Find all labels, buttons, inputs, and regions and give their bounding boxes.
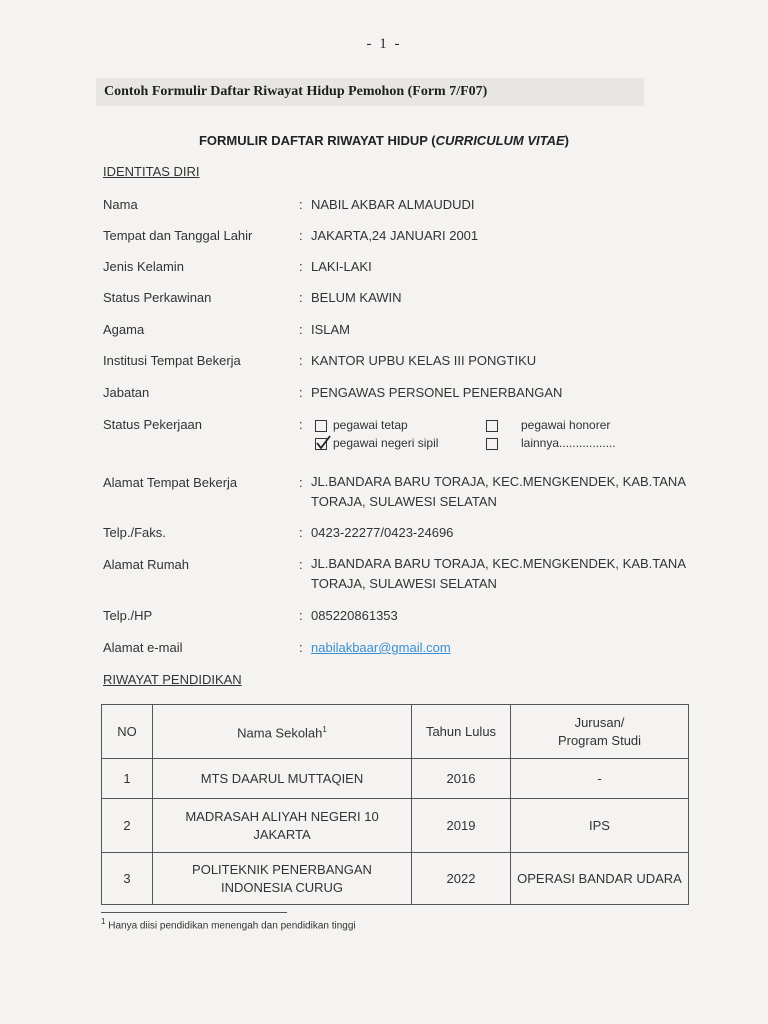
value-jabatan: PENGAWAS PERSONEL PENERBANGAN <box>311 385 563 400</box>
label-jenis-kelamin: Jenis Kelamin <box>103 259 184 274</box>
checkbox-lainnya[interactable] <box>486 438 498 450</box>
colon: : <box>299 640 303 655</box>
option-lainnya: lainnya................. <box>521 436 616 450</box>
colon: : <box>299 475 303 490</box>
value-tempat-tanggal-lahir: JAKARTA,24 JANUARI 2001 <box>311 228 479 243</box>
cell-year: 2016 <box>412 759 511 799</box>
label-tempat-tanggal-lahir: Tempat dan Tanggal Lahir <box>103 228 253 243</box>
cell-school-line2: INDONESIA CURUG <box>220 879 344 895</box>
header-school-label: Nama Sekolah <box>237 725 323 741</box>
title-main: FORMULIR DAFTAR RIWAYAT HIDUP ( <box>198 133 436 148</box>
cell-no: 3 <box>102 853 153 905</box>
footnote-marker: 1 <box>101 917 106 926</box>
cell-school-line2: JAKARTA <box>253 826 311 842</box>
title-close: ) <box>564 133 570 148</box>
value-institusi: KANTOR UPBU KELAS III PONGTIKU <box>311 353 537 368</box>
form-banner <box>96 78 644 106</box>
colon: : <box>299 608 303 623</box>
table-header-row <box>102 705 689 759</box>
section-identitas-diri: IDENTITAS DIRI <box>103 164 200 179</box>
table-row <box>102 853 689 905</box>
colon: : <box>299 557 303 572</box>
label-alamat-rumah: Alamat Rumah <box>103 557 189 572</box>
label-alamat-tempat-bekerja: Alamat Tempat Bekerja <box>103 475 238 490</box>
option-pegawai-negeri-sipil: pegawai negeri sipil <box>333 436 439 450</box>
label-institusi: Institusi Tempat Bekerja <box>103 353 241 368</box>
header-nama-sekolah <box>153 705 412 759</box>
table-row <box>102 799 689 853</box>
header-no: NO <box>102 705 153 759</box>
header-jurusan <box>511 705 689 759</box>
value-alamat-tempat-bekerja: JL.BANDARA BARU TORAJA, KEC.MENGKENDEK, KAB.TANA TORAJA, SULAWESI SELATAN <box>311 474 686 509</box>
header-jurusan-line1: Jurusan/ <box>574 714 625 730</box>
colon: : <box>299 197 303 212</box>
label-telp-hp: Telp./HP <box>103 608 153 623</box>
checkbox-pegawai-negeri-sipil[interactable] <box>315 438 327 450</box>
header-tahun-lulus: Tahun Lulus <box>412 705 511 759</box>
option-pegawai-tetap: pegawai tetap <box>333 418 408 432</box>
cell-school-line1: POLITEKNIK PENERBANGAN <box>192 861 372 877</box>
cell-year: 2022 <box>412 853 511 905</box>
label-nama: Nama <box>103 197 138 212</box>
education-table <box>101 704 689 905</box>
colon: : <box>299 385 303 400</box>
colon: : <box>299 322 303 337</box>
option-pegawai-honorer: pegawai honorer <box>521 418 611 432</box>
cell-major: OPERASI BANDAR UDARA <box>511 853 689 905</box>
footnote-ref: 1 <box>322 724 327 734</box>
label-telp-faks: Telp./Faks. <box>103 525 166 540</box>
colon: : <box>299 353 303 368</box>
value-telp-faks: 0423-22277/0423-24696 <box>311 525 454 540</box>
footnote-divider <box>101 912 287 913</box>
label-alamat-email: Alamat e-mail <box>103 640 183 655</box>
checkbox-pegawai-tetap[interactable] <box>315 420 327 432</box>
footnote <box>101 917 356 931</box>
label-status-perkawinan: Status Perkawinan <box>103 290 212 305</box>
label-status-pekerjaan: Status Pekerjaan <box>103 417 203 432</box>
checkbox-pegawai-honorer[interactable] <box>486 420 498 432</box>
title-italic: CURRICULUM VITAE <box>435 133 565 148</box>
value-jenis-kelamin: LAKI-LAKI <box>311 259 372 274</box>
table-row <box>102 759 689 799</box>
value-alamat-rumah: JL.BANDARA BARU TORAJA, KEC.MENGKENDEK, KAB.TANA TORAJA, SULAWESI SELATAN <box>311 556 686 591</box>
cell-no: 2 <box>102 799 153 853</box>
colon: : <box>299 525 303 540</box>
checkmark-icon <box>314 434 332 452</box>
cell-school: MTS DAARUL MUTTAQIEN <box>153 759 412 799</box>
value-telp-hp: 085220861353 <box>311 608 398 623</box>
cell-school <box>153 799 412 853</box>
section-riwayat-pendidikan: RIWAYAT PENDIDIKAN <box>103 672 242 687</box>
page-number: - 1 - <box>366 36 402 52</box>
value-status-perkawinan: BELUM KAWIN <box>311 290 402 305</box>
cell-major: IPS <box>511 799 689 853</box>
label-jabatan: Jabatan <box>103 385 150 400</box>
colon: : <box>299 417 303 432</box>
colon: : <box>299 259 303 274</box>
cell-school <box>153 853 412 905</box>
email-link[interactable]: nabilakbaar@gmail.com <box>311 640 451 655</box>
header-jurusan-line2: Program Studi <box>557 732 642 748</box>
colon: : <box>299 290 303 305</box>
cell-no: 1 <box>102 759 153 799</box>
form-banner-text: Contoh Formulir Daftar Riwayat Hidup Pemohon (Form 7/F07) <box>104 84 488 99</box>
value-agama: ISLAM <box>311 322 351 337</box>
cell-year: 2019 <box>412 799 511 853</box>
cell-school-line1: MADRASAH ALIYAH NEGERI 10 <box>185 808 379 824</box>
footnote-text: Hanya diisi pendidikan menengah dan pendidikan tinggi <box>108 920 356 932</box>
colon: : <box>299 228 303 243</box>
cell-major: - <box>511 759 689 799</box>
label-agama: Agama <box>103 322 145 337</box>
value-nama: NABIL AKBAR ALMAUDUDI <box>311 197 475 212</box>
document-title <box>0 133 768 148</box>
